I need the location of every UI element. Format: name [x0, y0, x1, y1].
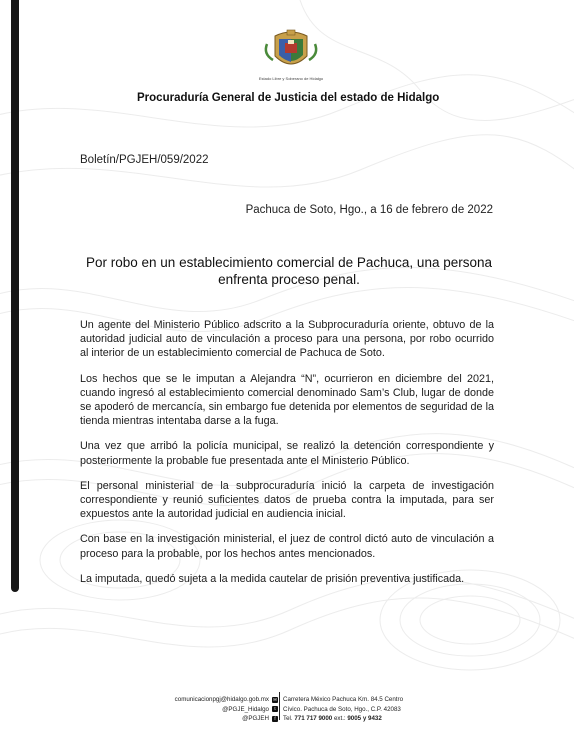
- phone-number: 771 717 9000: [294, 715, 333, 722]
- state-coat-of-arms-icon: [261, 26, 321, 76]
- footer-facebook-row[interactable]: [150, 714, 278, 724]
- footer-facebook[interactable]: @PGJEH: [242, 715, 269, 722]
- address-line-1: Carretera México Pachuca Km. 84.5 Centro: [283, 696, 404, 703]
- footer-contacts: [150, 695, 278, 724]
- paragraph: Con base en la investigación ministerial, el juez de control dictó auto de vinculación a proceso para la probable, por los hechos antes mencionados.: [80, 533, 494, 560]
- footer-email-row[interactable]: [150, 695, 278, 705]
- headline: [76, 254, 502, 288]
- paragraph: La imputada, quedó sujeta a la medida cautelar de prisión preventiva justificada.: [80, 572, 465, 585]
- twitter-icon: t: [272, 706, 278, 712]
- paragraph: Los hechos que se le imputan a Alejandra “N”, ocurrieron en diciembre del 2021, cuando ingresó al establecimiento comercial denominado Sam’s Club, lugar de donde se apoderó de mercancía, sin embargo fue detenida por elementos de seguridad de la tienda mientras intentaba darse a la fuga.: [80, 372, 494, 428]
- crest-caption: Estado Libre y Soberano de Hidalgo: [258, 76, 324, 81]
- paragraph: El personal ministerial de la subprocuraduría inició la carpeta de investigación correspondiente y reunió suficientes datos de prueba contra la imputada, para ser expuestos ante la autoridad judicial en audiencia inicial.: [80, 479, 494, 521]
- article-body: [80, 318, 494, 597]
- paragraph: Una vez que arribó la policía municipal, se realizó la detención correspondiente y posteriormente la probable fue presentada ante el Ministerio Público.: [80, 440, 494, 467]
- headline-line-1: Por robo en un establecimiento comercial de Pachuca, una persona: [86, 255, 492, 270]
- ext-label: ext.:: [332, 715, 348, 722]
- mail-icon: ✉: [273, 696, 277, 702]
- footer-twitter-row[interactable]: [150, 705, 278, 715]
- paragraph: Un agente del Ministerio Público adscrito a la Subprocuraduría oriente, obtuvo de la autoridad judicial auto de vinculación a proceso para una persona, por robo ocurrido al interior de un establecimiento comercial de Pachuca de Soto.: [80, 319, 494, 360]
- headline-line-2: enfrenta proceso penal.: [218, 272, 360, 287]
- footer-email[interactable]: comunicacionpgj@hidalgo.gob.mx: [174, 696, 269, 703]
- bulletin-number: Boletín/PGJEH/059/2022: [80, 154, 209, 166]
- footer-address: [283, 695, 433, 724]
- phone-label: Tel.: [283, 715, 295, 722]
- facebook-icon: f: [272, 716, 278, 722]
- phone-extensions: 9005 y 9432: [347, 715, 382, 722]
- left-accent-bar: [11, 0, 19, 592]
- footer-divider: [279, 692, 280, 720]
- address-line-2: Cívico. Pachuca de Soto, Hgo., C.P. 42083: [283, 705, 401, 713]
- phone-line: [283, 714, 433, 724]
- organization-name: Procuraduría General de Justicia del estado de Hidalgo: [137, 92, 440, 104]
- footer-twitter[interactable]: @PGJE_Hidalgo: [222, 705, 269, 713]
- dateline: Pachuca de Soto, Hgo., a 16 de febrero de 2022: [245, 204, 493, 216]
